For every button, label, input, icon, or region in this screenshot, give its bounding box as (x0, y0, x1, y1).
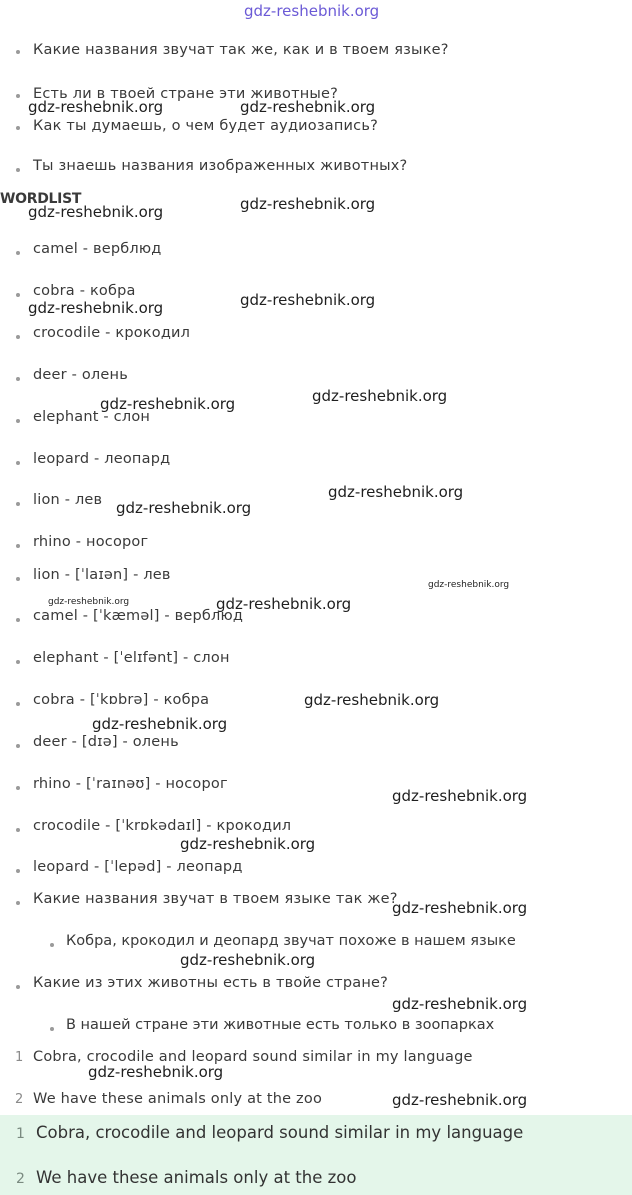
bullet-icon (16, 702, 20, 706)
watermark: gdz-reshebnik.org (116, 499, 252, 517)
watermark: gdz-reshebnik.org (28, 203, 164, 221)
answer-box (0, 1115, 632, 1195)
watermark: gdz-reshebnik.org (180, 835, 316, 853)
bullet-icon (16, 660, 20, 664)
watermark: gdz-reshebnik.org (328, 483, 464, 501)
watermark: gdz-reshebnik.org (92, 715, 228, 733)
bullet-icon (50, 1027, 54, 1031)
bullet-icon (16, 577, 20, 581)
bullet-icon (50, 943, 54, 947)
answer-text: Cobra, crocodile and leopard sound similar in my language (36, 1123, 524, 1142)
qa-question: Какие названия звучат в твоем языке так же? (33, 891, 398, 907)
transcription-item: rhino - [ˈraɪnəʊ] - носорог (33, 776, 228, 792)
bullet-icon (16, 744, 20, 748)
question-3: Как ты думаешь, о чем будет аудиозапись? (33, 118, 378, 134)
watermark: gdz-reshebnik.org (216, 595, 352, 613)
watermark: gdz-reshebnik.org (28, 299, 164, 317)
bullet-icon (16, 419, 20, 423)
watermark: gdz-reshebnik.org (100, 395, 236, 413)
question-1: Какие названия звучат так же, как и в твоем языке? (33, 42, 449, 58)
bullet-icon (16, 901, 20, 905)
wordlist-item: cobra - кобра (33, 283, 136, 299)
transcription-item: deer - [dɪə] - олень (33, 734, 179, 750)
answer-text: We have these animals only at the zoo (36, 1168, 357, 1187)
wordlist-item: camel - верблюд (33, 241, 162, 257)
bullet-icon (16, 502, 20, 506)
question-2: Есть ли в твоей стране эти животные? (33, 86, 339, 102)
wordlist-item: rhino - носорог (33, 534, 149, 550)
watermark-top: gdz-reshebnik.org (244, 2, 380, 20)
watermark: gdz-reshebnik.org (240, 195, 376, 213)
wordlist-item: lion - лев (33, 492, 103, 508)
qa-answer: Кобра, крокодил и деопард звучат похоже в нашем языке (66, 933, 516, 949)
bullet-icon (16, 377, 20, 381)
transcription-item: crocodile - [ˈkrɒkədaɪl] - крокодил (33, 818, 292, 834)
answer-number: 1 (16, 1126, 25, 1142)
transcription-item: leopard - [ˈlepəd] - леопард (33, 859, 243, 875)
wordlist-item: deer - олень (33, 367, 128, 383)
watermark: gdz-reshebnik.org (392, 1091, 528, 1109)
bullet-icon (16, 869, 20, 873)
qa-answer: В нашей стране эти животные есть только в зоопарках (66, 1017, 495, 1033)
bullet-icon (16, 50, 20, 54)
watermark: gdz-reshebnik.org (48, 597, 130, 607)
bullet-icon (16, 544, 20, 548)
bullet-icon (16, 618, 20, 622)
watermark: gdz-reshebnik.org (428, 580, 510, 590)
bullet-icon (16, 786, 20, 790)
bullet-icon (16, 251, 20, 255)
transcription-item: elephant - [ˈelɪfənt] - слон (33, 650, 230, 666)
answer-text: We have these animals only at the zoo (33, 1091, 323, 1107)
watermark: gdz-reshebnik.org (392, 995, 528, 1013)
answer-number: 2 (16, 1171, 25, 1187)
bullet-icon (16, 461, 20, 465)
bullet-icon (16, 335, 20, 339)
bullet-icon (16, 168, 20, 172)
bullet-icon (16, 293, 20, 297)
transcription-item: cobra - [ˈkɒbrə] - кобра (33, 692, 210, 708)
wordlist-heading: WORDLIST (0, 191, 82, 207)
bullet-icon (16, 985, 20, 989)
watermark: gdz-reshebnik.org (240, 291, 376, 309)
answer-number: 1 (15, 1050, 24, 1065)
watermark: gdz-reshebnik.org (88, 1063, 224, 1081)
watermark: gdz-reshebnik.org (240, 98, 376, 116)
bullet-icon (16, 94, 20, 98)
wordlist-item: elephant - слон (33, 409, 151, 425)
transcription-item: lion - [ˈlaɪən] - лев (33, 567, 171, 583)
wordlist-item: leopard - леопард (33, 451, 171, 467)
transcription-item: camel - [ˈkæməl] - верблюд (33, 608, 244, 624)
question-4: Ты знаешь названия изображенных животных? (33, 158, 408, 174)
answer-number: 2 (15, 1092, 24, 1107)
watermark: gdz-reshebnik.org (180, 951, 316, 969)
answer-text: Cobra, crocodile and leopard sound similar in my language (33, 1049, 473, 1065)
bullet-icon (16, 828, 20, 832)
watermark: gdz-reshebnik.org (392, 787, 528, 805)
watermark: gdz-reshebnik.org (304, 691, 440, 709)
qa-question: Какие из этих животны есть в твойе стране? (33, 975, 389, 991)
watermark: gdz-reshebnik.org (312, 387, 448, 405)
bullet-icon (16, 126, 20, 130)
wordlist-item: crocodile - крокодил (33, 325, 191, 341)
watermark: gdz-reshebnik.org (392, 899, 528, 917)
watermark: gdz-reshebnik.org (28, 98, 164, 116)
